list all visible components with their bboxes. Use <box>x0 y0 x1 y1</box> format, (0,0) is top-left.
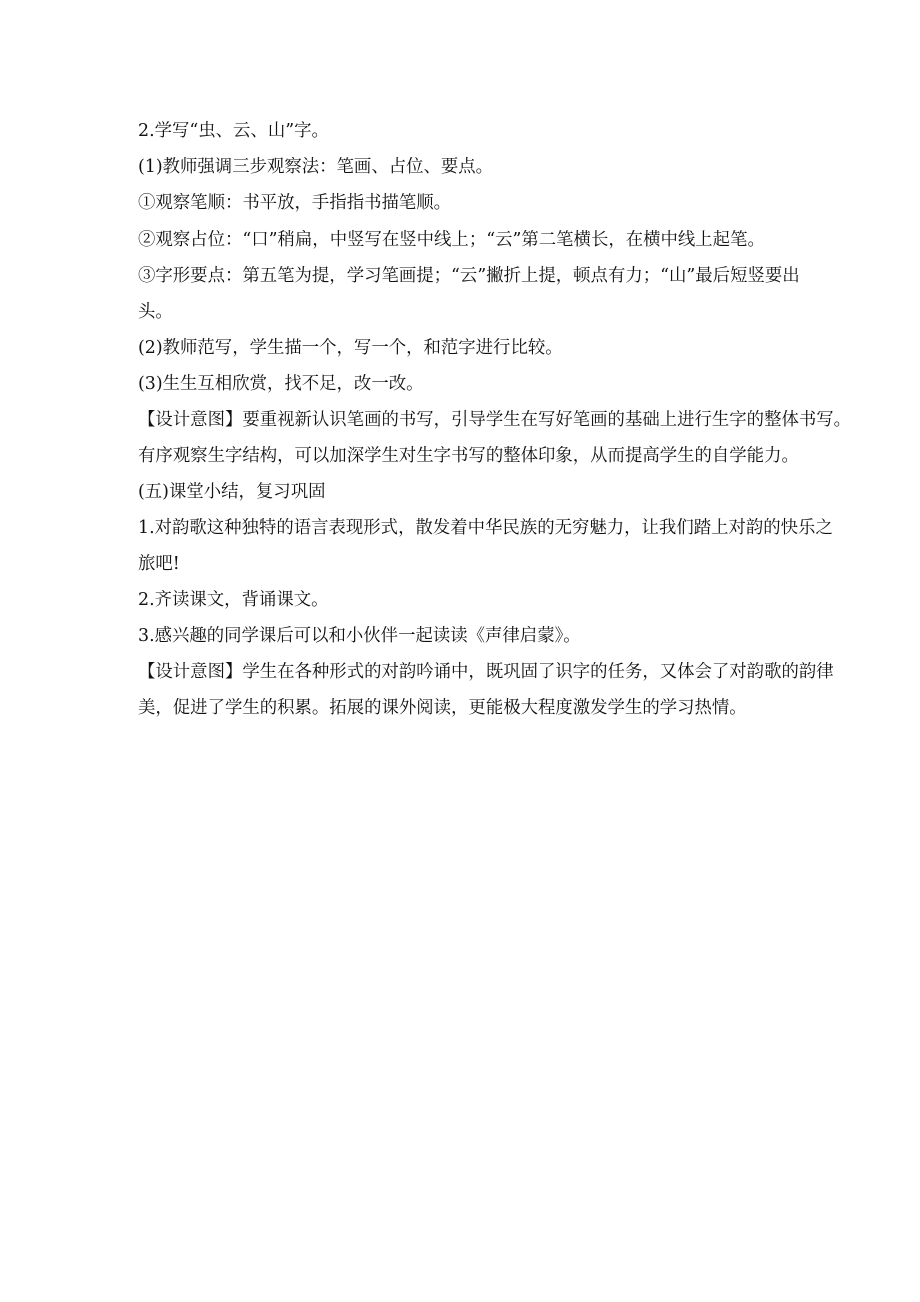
step-2-teacher-demo: (2)教师范写，学生描一个，写一个，和范字进行比较。 <box>138 338 563 358</box>
summary-item-3: 3.感兴趣的同学课后可以和小伙伴一起读读《声律启蒙》。 <box>138 626 581 646</box>
heading-learn-write: 2.学写“虫、云、山”字。 <box>138 121 329 141</box>
design-intent-2: 【设计意图】学生在各种形式的对韵吟诵中，既巩固了识字的任务，又体会了对韵歌的韵律 <box>138 662 834 682</box>
observe-position: ②观察占位：“口”稍扁，中竖写在竖中线上；“云”第二笔横长，在横中线上起笔。 <box>138 230 765 250</box>
design-intent-2-cont: 美，促进了学生的积累。拓展的课外阅读，更能极大程度激发学生的学习热情。 <box>138 698 747 718</box>
section-5-heading: (五)课堂小结，复习巩固 <box>138 482 326 502</box>
design-intent-1-cont: 有序观察生字结构，可以加深学生对生字书写的整体印象，从而提高学生的自学能力。 <box>138 446 799 466</box>
design-intent-1: 【设计意图】要重视新认识笔画的书写，引导学生在写好笔画的基础上进行生字的整体书写。 <box>138 410 852 430</box>
summary-item-1: 1.对韵歌这种独特的语言表现形式，散发着中华民族的无穷魅力，让我们踏上对韵的快乐之 <box>138 518 833 538</box>
summary-item-1-cont: 旅吧! <box>138 554 180 574</box>
observe-stroke-order: ①观察笔顺：书平放，手指指书描笔顺。 <box>138 193 452 213</box>
shape-points-cont: 头。 <box>138 302 173 322</box>
step-1-observation-method: (1)教师强调三步观察法：笔画、占位、要点。 <box>138 157 494 177</box>
step-3-peer-review: (3)生生互相欣赏，找不足，改一改。 <box>138 374 424 394</box>
summary-item-2: 2.齐读课文，背诵课文。 <box>138 590 329 610</box>
shape-points: ③字形要点：第五笔为提，学习笔画提；“云”撇折上提，顿点有力；“山”最后短竖要出 <box>138 266 800 286</box>
